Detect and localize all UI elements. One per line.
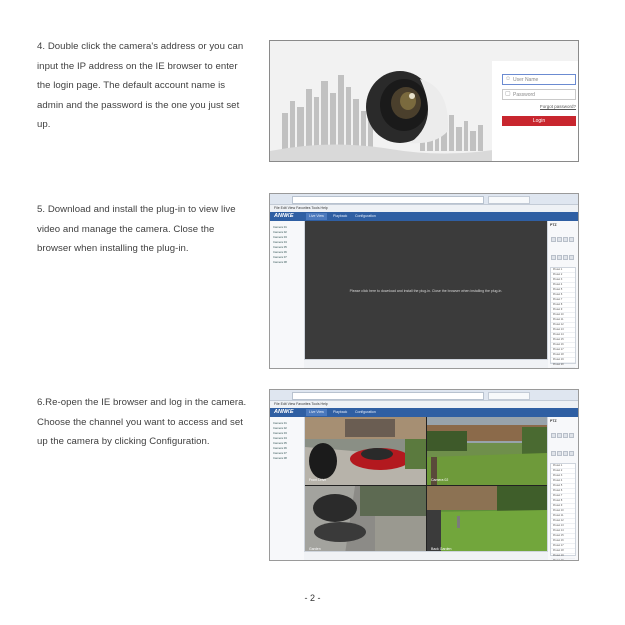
username-field[interactable] bbox=[502, 74, 576, 85]
live-video-grid bbox=[305, 417, 547, 552]
camera-item[interactable]: Camera 07 bbox=[273, 255, 287, 259]
tab-playback[interactable]: Playback bbox=[333, 214, 348, 218]
step-text-line: Choose the channel you want to access and set bbox=[37, 416, 243, 428]
preset-item[interactable]: Preset 16 bbox=[551, 539, 575, 544]
camera-item[interactable]: Camera 06 bbox=[273, 250, 287, 254]
preset-item[interactable]: Preset 14 bbox=[551, 333, 575, 338]
camera-item[interactable]: Camera 08 bbox=[273, 260, 287, 264]
step-text-line: up the camera by clicking Configuration. bbox=[37, 436, 210, 448]
preset-item[interactable]: Preset 15 bbox=[551, 534, 575, 539]
step-text-line: input the IP address on the IE browser to enter bbox=[37, 60, 238, 72]
step-text-line: browser when installing the plug-in. bbox=[37, 243, 189, 255]
preset-item[interactable]: Preset 1 bbox=[551, 268, 575, 273]
browser-menubar: File Edit View Favorites Tools Help bbox=[270, 401, 578, 408]
preset-item[interactable]: Preset 8 bbox=[551, 499, 575, 504]
address-bar[interactable] bbox=[292, 196, 484, 204]
ptz-button[interactable] bbox=[557, 433, 562, 438]
preset-item[interactable]: Preset 11 bbox=[551, 318, 575, 323]
camera-item[interactable]: Camera 07 bbox=[273, 451, 287, 455]
camera-item[interactable]: Camera 06 bbox=[273, 446, 287, 450]
ptz-button[interactable] bbox=[569, 433, 574, 438]
back-garden-camera-image bbox=[427, 486, 547, 554]
ptz-label: PTZ bbox=[550, 419, 557, 423]
preset-item[interactable]: Preset 16 bbox=[551, 343, 575, 348]
ptz-button[interactable] bbox=[563, 237, 568, 242]
ptz-button[interactable] bbox=[557, 237, 562, 242]
ptz-label: PTZ bbox=[550, 223, 557, 227]
ptz-button[interactable] bbox=[551, 433, 556, 438]
ptz-button[interactable] bbox=[563, 433, 568, 438]
side-path-camera-image bbox=[305, 486, 426, 554]
tab-configuration[interactable]: Configuration bbox=[355, 214, 376, 218]
preset-item[interactable]: Preset 15 bbox=[551, 338, 575, 343]
preset-item[interactable]: Preset 20 bbox=[551, 363, 575, 368]
ptz-button[interactable] bbox=[551, 451, 556, 456]
preset-item[interactable]: Preset 7 bbox=[551, 298, 575, 303]
video-tile[interactable] bbox=[427, 486, 547, 554]
password-field[interactable] bbox=[502, 89, 576, 100]
preset-item[interactable]: Preset 12 bbox=[551, 519, 575, 524]
step-4-text bbox=[37, 37, 257, 135]
step-text-line: 5. Download and install the plug-in to view live bbox=[37, 204, 236, 215]
username-placeholder: User Name bbox=[513, 77, 539, 83]
camera-list bbox=[270, 221, 305, 368]
preset-item[interactable]: Preset 8 bbox=[551, 303, 575, 308]
preset-item[interactable]: Preset 12 bbox=[551, 323, 575, 328]
login-screenshot bbox=[269, 40, 579, 162]
step-text-line: up. bbox=[37, 119, 51, 131]
preset-item[interactable]: Preset 17 bbox=[551, 348, 575, 353]
camera-item[interactable]: Camera 03 bbox=[273, 431, 287, 435]
video-area[interactable] bbox=[305, 221, 547, 360]
tab-live-view[interactable]: Live View bbox=[306, 213, 327, 220]
forgot-password-link[interactable]: Forgot password? bbox=[540, 104, 577, 109]
preset-item[interactable]: Preset 19 bbox=[551, 554, 575, 559]
preset-item[interactable]: Preset 10 bbox=[551, 509, 575, 514]
camera-item[interactable]: Camera 03 bbox=[273, 235, 287, 239]
browser-titlebar bbox=[270, 194, 578, 205]
user-icon: ☺ bbox=[505, 76, 512, 82]
live-view-screenshot bbox=[269, 389, 579, 561]
lock-icon: ▢ bbox=[505, 91, 511, 97]
browser-titlebar bbox=[270, 390, 578, 401]
driveway-camera-image bbox=[305, 417, 426, 485]
preset-item[interactable]: Preset 17 bbox=[551, 544, 575, 549]
video-toolbar bbox=[304, 551, 548, 560]
camera-item[interactable]: Camera 05 bbox=[273, 245, 287, 249]
camera-item[interactable]: Camera 02 bbox=[273, 426, 287, 430]
camera-item[interactable]: Camera 04 bbox=[273, 240, 287, 244]
video-tile[interactable] bbox=[427, 417, 547, 485]
brand-logo: ANNKE bbox=[274, 409, 294, 415]
preset-item[interactable]: Preset 11 bbox=[551, 514, 575, 519]
ptz-button[interactable] bbox=[551, 237, 556, 242]
tab-live-view[interactable]: Live View bbox=[306, 409, 327, 416]
plugin-screenshot bbox=[269, 193, 579, 369]
ptz-panel bbox=[547, 417, 578, 560]
garden-camera-image bbox=[427, 417, 547, 485]
preset-item[interactable]: Preset 9 bbox=[551, 308, 575, 313]
preset-list bbox=[550, 463, 576, 561]
video-tile-caption: Garden bbox=[309, 547, 321, 551]
ptz-button[interactable] bbox=[569, 237, 574, 242]
tab-configuration[interactable]: Configuration bbox=[355, 410, 376, 414]
ptz-button[interactable] bbox=[551, 255, 556, 260]
preset-list bbox=[550, 267, 576, 364]
preset-item[interactable]: Preset 4 bbox=[551, 479, 575, 484]
login-button[interactable]: Login bbox=[502, 116, 576, 126]
preset-item[interactable]: Preset 9 bbox=[551, 504, 575, 509]
preset-item[interactable]: Preset 2 bbox=[551, 469, 575, 474]
camera-list bbox=[270, 417, 305, 560]
preset-item[interactable]: Preset 3 bbox=[551, 474, 575, 479]
step-text-line: 6.Re-open the IE browser and log in the camera. bbox=[37, 397, 247, 408]
step-text-line: the login page. The default account name is bbox=[37, 80, 226, 92]
address-bar[interactable] bbox=[292, 392, 484, 400]
video-tile[interactable] bbox=[305, 417, 426, 485]
preset-item[interactable]: Preset 2 bbox=[551, 273, 575, 278]
preset-item[interactable]: Preset 6 bbox=[551, 293, 575, 298]
preset-item[interactable]: Preset 6 bbox=[551, 489, 575, 494]
video-tile-caption: Front Drive bbox=[309, 478, 327, 482]
step-text-line: 4. Double click the camera's address or you can bbox=[37, 41, 244, 52]
preset-item[interactable]: Preset 14 bbox=[551, 529, 575, 534]
camera-item[interactable]: Camera 02 bbox=[273, 230, 287, 234]
video-toolbar bbox=[304, 359, 548, 368]
preset-item[interactable]: Preset 3 bbox=[551, 278, 575, 283]
preset-item[interactable]: Preset 5 bbox=[551, 288, 575, 293]
password-placeholder: Password bbox=[513, 92, 535, 98]
step-text-line: video and manage the camera. Close the bbox=[37, 223, 215, 235]
preset-item[interactable]: Preset 18 bbox=[551, 549, 575, 554]
ptz-button[interactable] bbox=[569, 255, 574, 260]
ptz-button[interactable] bbox=[569, 451, 574, 456]
app-navbar bbox=[270, 408, 578, 417]
brand-logo: ANNKE bbox=[274, 213, 294, 219]
camera-item[interactable]: Camera 01 bbox=[273, 225, 287, 229]
page-number: - 2 - bbox=[304, 593, 321, 603]
preset-item[interactable]: Preset 4 bbox=[551, 283, 575, 288]
ptz-button[interactable] bbox=[557, 451, 562, 456]
preset-item[interactable]: Preset 20 bbox=[551, 559, 575, 561]
step-6-text bbox=[37, 393, 257, 452]
camera-item[interactable]: Camera 05 bbox=[273, 441, 287, 445]
plugin-download-message[interactable]: Please click here to download and install the plug-in. Close the browser when installing the plug-in. bbox=[349, 289, 503, 293]
preset-item[interactable]: Preset 13 bbox=[551, 328, 575, 333]
preset-item[interactable]: Preset 13 bbox=[551, 524, 575, 529]
video-tile-caption: Camera 02 bbox=[431, 478, 449, 482]
browser-menubar: File Edit View Favorites Tools Help bbox=[270, 205, 578, 212]
step-text-line: admin and the password is the one you just set bbox=[37, 99, 240, 111]
tab-playback[interactable]: Playback bbox=[333, 410, 348, 414]
ptz-button[interactable] bbox=[563, 255, 568, 260]
ptz-panel bbox=[547, 221, 578, 368]
camera-item[interactable]: Camera 01 bbox=[273, 421, 287, 425]
camera-item[interactable]: Camera 04 bbox=[273, 436, 287, 440]
preset-item[interactable]: Preset 5 bbox=[551, 484, 575, 489]
preset-item[interactable]: Preset 7 bbox=[551, 494, 575, 499]
preset-item[interactable]: Preset 18 bbox=[551, 353, 575, 358]
preset-item[interactable]: Preset 19 bbox=[551, 358, 575, 363]
ptz-button[interactable] bbox=[563, 451, 568, 456]
camera-item[interactable]: Camera 08 bbox=[273, 456, 287, 460]
browser-tab[interactable] bbox=[488, 392, 530, 400]
step-5-text bbox=[37, 200, 257, 259]
video-tile[interactable] bbox=[305, 486, 426, 554]
ptz-button[interactable] bbox=[557, 255, 562, 260]
browser-tab[interactable] bbox=[488, 196, 530, 204]
preset-item[interactable]: Preset 1 bbox=[551, 464, 575, 469]
app-navbar bbox=[270, 212, 578, 221]
video-tile-caption: Back Garden bbox=[431, 547, 452, 551]
preset-item[interactable]: Preset 10 bbox=[551, 313, 575, 318]
